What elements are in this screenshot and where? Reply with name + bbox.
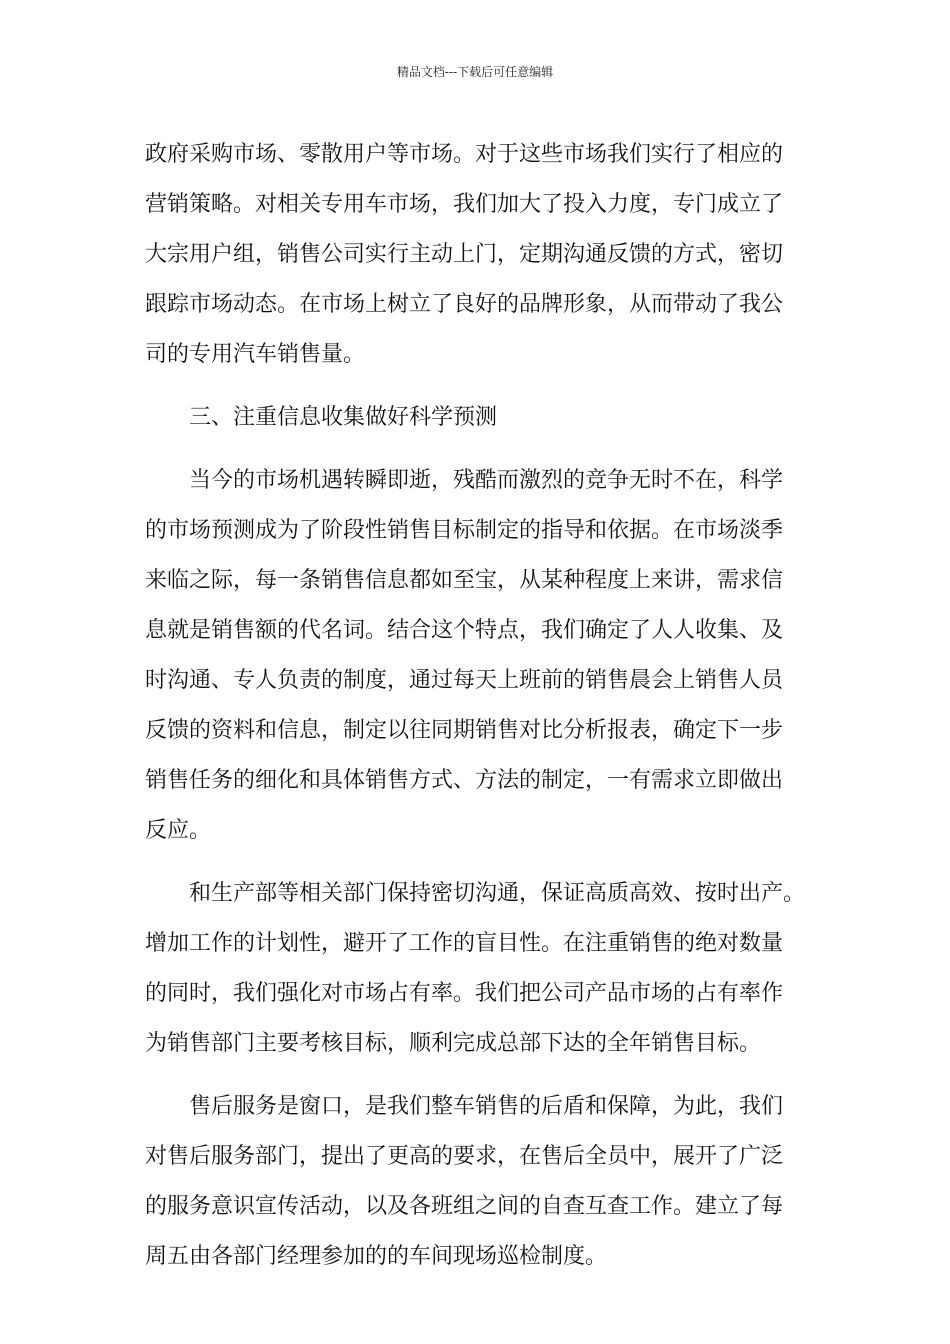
text-line: 息就是销售额的代名词。结合这个特点，我们确定了人人收集、及 — [145, 618, 784, 643]
text-line: 司的专用汽车销售量。 — [145, 342, 366, 367]
text-line: 反应。 — [145, 818, 212, 843]
text-line: 增加工作的计划性，避开了工作的盲目性。在注重销售的绝对数量 — [145, 931, 784, 956]
text-line: 售后服务是窗口，是我们整车销售的后盾和保障，为此，我们 — [189, 1094, 784, 1119]
text-line: 的同时，我们强化对市场占有率。我们把公司产品市场的占有率作 — [145, 981, 784, 1006]
text-line: 来临之际，每一条销售信息都如至宝，从某种程度上来讲，需求信 — [145, 568, 784, 593]
text-line: 跟踪市场动态。在市场上树立了良好的品牌形象，从而带动了我公 — [145, 292, 784, 317]
paragraph — [145, 456, 805, 856]
paragraph — [145, 130, 805, 380]
paragraph-gap — [145, 443, 805, 456]
page-header: 精品文档---下载后可任意编辑 — [396, 65, 554, 79]
text-line: 为销售部门主要考核目标，顺利完成总部下达的全年销售目标。 — [145, 1031, 762, 1056]
text-line: 销售任务的细化和具体销售方式、方法的制定，一有需求立即做出 — [145, 768, 784, 793]
paragraph-gap — [145, 380, 805, 393]
text-line: 大宗用户组，销售公司实行主动上门，定期沟通反馈的方式，密切 — [145, 242, 784, 267]
text-line: 政府采购市场、零散用户等市场。对于这些市场我们实行了相应的 — [145, 142, 784, 167]
text-line: 当今的市场机遇转瞬即逝，残酷而激烈的竞争无时不在，科学 — [189, 468, 784, 493]
text-line: 的服务意识宣传活动，以及各班组之间的自查互查工作。建立了每 — [145, 1194, 784, 1219]
text-line: 时沟通、专人负责的制度，通过每天上班前的销售晨会上销售人员 — [145, 668, 784, 693]
text-line: 三、注重信息收集做好科学预测 — [189, 405, 498, 430]
text-line: 的市场预测成为了阶段性销售目标制定的指导和依据。在市场淡季 — [145, 518, 784, 543]
paragraph-gap — [145, 1069, 805, 1082]
document-body — [145, 130, 805, 1282]
text-line: 周五由各部门经理参加的的车间现场巡检制度。 — [145, 1244, 608, 1269]
text-line: 营销策略。对相关专用车市场，我们加大了投入力度，专门成立了 — [145, 192, 784, 217]
paragraph — [145, 1082, 805, 1282]
text-line: 反馈的资料和信息，制定以往同期销售对比分析报表，确定下一步 — [145, 718, 784, 743]
text-line: 和生产部等相关部门保持密切沟通，保证高质高效、按时出产。 — [189, 881, 805, 906]
paragraph — [145, 393, 805, 443]
text-line: 对售后服务部门，提出了更高的要求，在售后全员中，展开了广泛 — [145, 1144, 784, 1169]
paragraph — [145, 869, 805, 1069]
paragraph-gap — [145, 856, 805, 869]
